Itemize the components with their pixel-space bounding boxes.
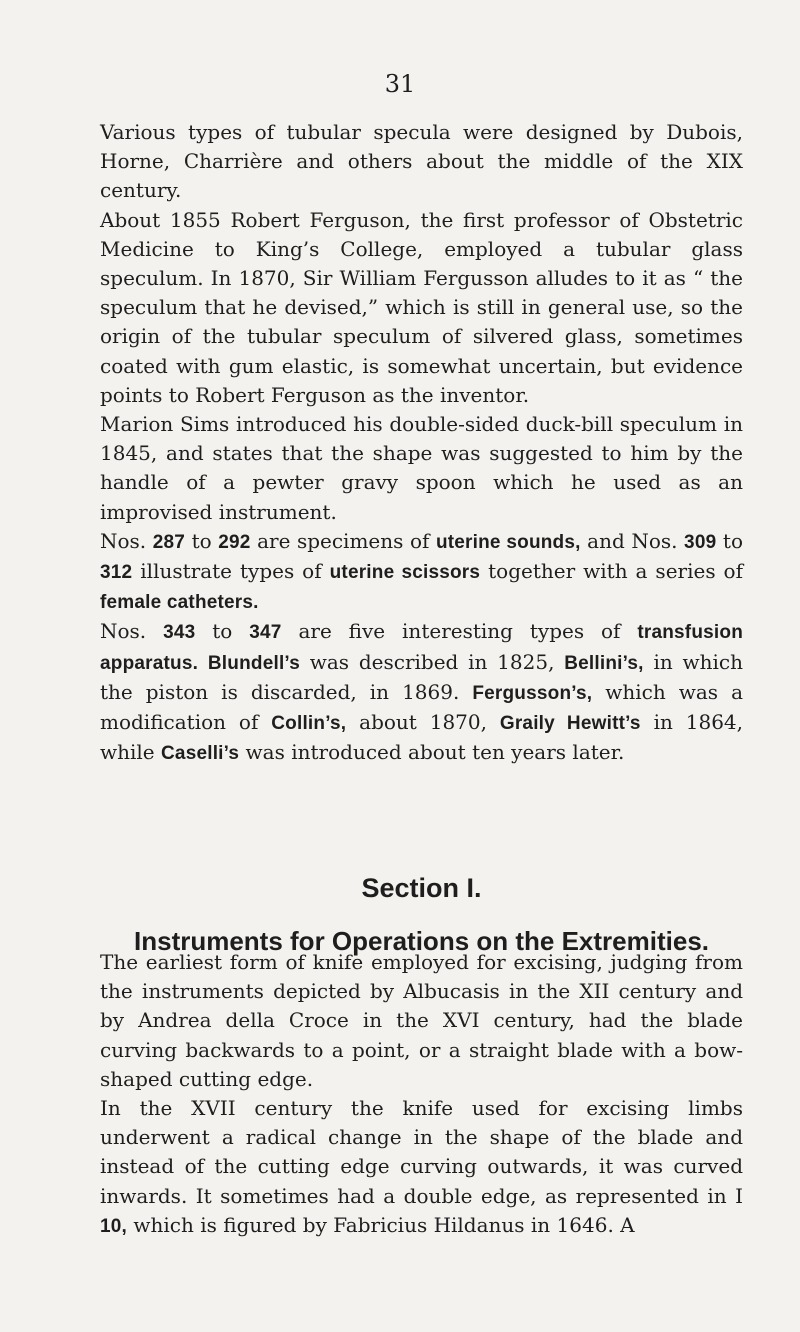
text-run: to [195, 619, 250, 644]
bold-term: Caselli’s [161, 743, 240, 765]
paragraph [100, 206, 743, 410]
bold-term: 287 [152, 531, 186, 553]
bold-term: 343 [163, 622, 196, 644]
section-title: Section I. [361, 873, 482, 903]
body-text-top [100, 118, 743, 768]
text-run: to [716, 528, 743, 553]
text-run: Nos. [100, 619, 164, 644]
text-run: are specimens of [250, 528, 436, 553]
text-run: to [185, 528, 219, 553]
bold-term: Fergusson’s, [472, 682, 593, 704]
text-run: and Nos. [580, 528, 685, 553]
text-run: about 1870, [346, 710, 500, 735]
bold-term: Bellini’s, [564, 652, 644, 674]
bold-term: 347 [249, 622, 282, 644]
text-run: About 1855 Robert Ferguson, the first professor of Obstetric Medicine to King’s College, employed a tubular glass speculum. In 1870, Sir William Fergusson alludes to it as “ the speculum that he devised,” which is still in general use, so the origin of the tubular speculum of silvered glass, sometimes coated with gum elastic, is somewhat uncertain, but evidence points to Robert Ferguson as the inventor. [100, 207, 743, 407]
bold-term: 292 [218, 531, 251, 553]
bold-term: Collin’s, [271, 713, 347, 735]
bold-term: 10, [100, 1215, 128, 1237]
text-run: in 1864, while [100, 710, 743, 765]
text-run: are five interesting types of [281, 619, 638, 644]
bold-term: transfusion apparatus. [100, 622, 743, 674]
section-subtitle: Instruments for Operations on the Extremities. [134, 926, 709, 956]
bold-term: 312 [100, 562, 133, 584]
paragraph [100, 948, 743, 1094]
text-run: in which the piston is discarded, in 1869. [100, 649, 743, 704]
bold-term: uterine sounds, [435, 531, 581, 553]
bold-term: Graily Hewitt’s [499, 713, 641, 735]
text-run: was introduced about ten years later. [239, 740, 625, 765]
text-run: Marion Sims introduced his double-sided duck-bill speculum in 1845, and states that the shape was suggested to him by the handle of a pewter gravy spoon which he used as an improvised instrument. [100, 412, 743, 524]
paragraph [100, 617, 743, 768]
paragraph [100, 118, 743, 206]
paragraph [100, 410, 743, 527]
body-text-bottom [100, 948, 743, 1241]
text-run: Nos. [100, 528, 153, 553]
text-run [198, 650, 208, 674]
page-number: 31 [384, 70, 416, 98]
paragraph [100, 527, 743, 618]
bold-term: 309 [684, 531, 717, 553]
text-run: together with a series of [480, 559, 744, 584]
paragraph [100, 1094, 743, 1241]
bold-term: Blundell’s [207, 652, 300, 674]
bold-term: female catheters. [100, 592, 259, 614]
text-run: In the XVII century the knife used for excising limbs underwent a radical change in the shape of the blade and instead of the cutting edge curving outwards, it was curved inwards. It sometimes had a double edge, as represented in I [100, 1096, 743, 1208]
text-run: which is figured by Fabricius Hildanus in 1646. A [127, 1212, 635, 1237]
section-heading [100, 868, 743, 958]
text-run: Various types of tubular specula were designed by Dubois, Horne, Charrière and others about the middle of the XIX century. [100, 120, 743, 203]
bold-term: uterine scissors [329, 562, 481, 584]
text-run: illustrate types of [132, 559, 330, 584]
text-run: was described in 1825, [299, 649, 565, 674]
text-run: The earliest form of knife employed for excising, judging from the instruments depicted by Albucasis in the XII century and by Andrea della Croce in the XVI century, had the blade curving backwards to a point, or a straight blade with a bow-shaped cutting edge. [100, 950, 743, 1091]
text-run: which was a modification of [100, 679, 743, 735]
